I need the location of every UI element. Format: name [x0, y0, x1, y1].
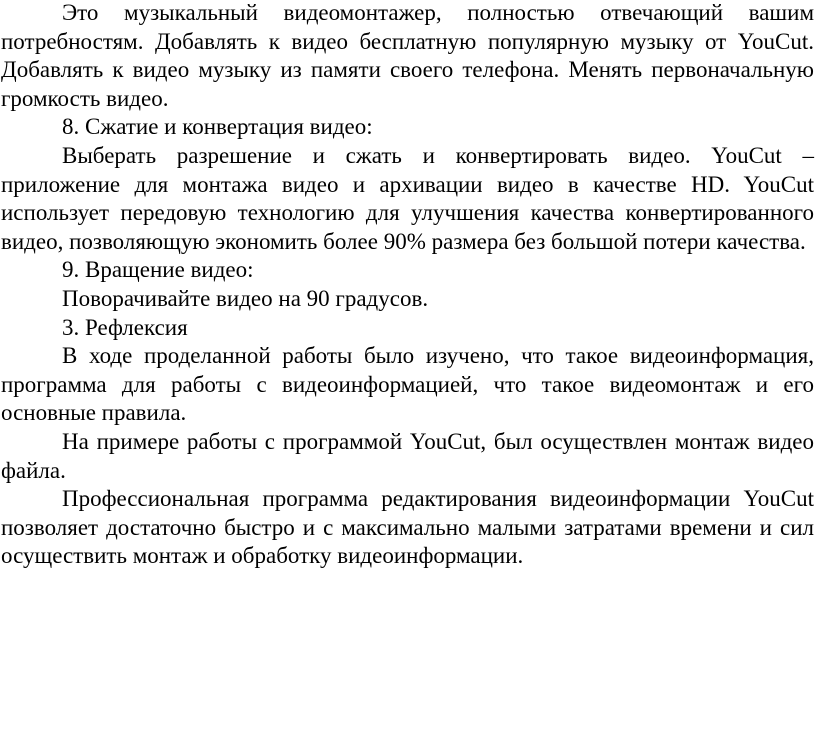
paragraph-music-editor: Это музыкальный видеомонтажер, полностью отвечающий вашим потребностям. Добавлять к видео бесплатную популярную музыку от YouCut. Добавлять к видео музыку из памяти своего телефона. Менять первоначальную громкость видео.	[1, 0, 814, 111]
heading-reflection: 3. Рефлексия	[62, 314, 188, 340]
paragraph-rotation: Поворачивайте видео на 90 градусов.	[62, 285, 429, 311]
paragraph-reflection-3: Профессиональная программа редактирования видеоинформации YouCut позволяет достаточно быстро и с максимально малыми затратами времени и сил осуществить монтаж и обработку видеоинформации.	[1, 486, 814, 569]
document-body	[1, 0, 814, 571]
paragraph-reflection-1: В ходе проделанной работы было изучено, что такое видеоинформация, программа для работы с видеоинформацией, что такое видеомонтаж и его основные правила.	[1, 343, 814, 426]
heading-rotation: 9. Вращение видео:	[62, 257, 254, 283]
heading-compression: 8. Сжатие и конвертация видео:	[62, 114, 373, 140]
paragraph-compression: Выберать разрешение и сжать и конвертировать видео. YouCut – приложение для монтажа видео и архивации видео в качестве HD. YouCut использует передовую технологию для улучшения качества конвертированного видео, позволяющую экономить более 90% размера без большой потери качества.	[1, 142, 814, 254]
paragraph-reflection-2: На примере работы с программой YouCut, был осуществлен монтаж видео файла.	[1, 428, 814, 483]
